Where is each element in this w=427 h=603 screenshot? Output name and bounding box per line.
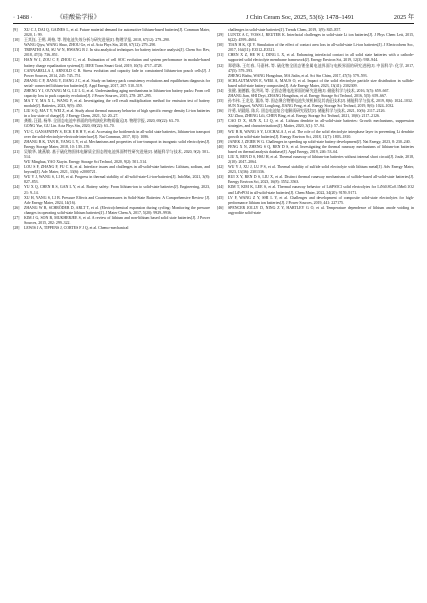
reference-number: [32] xyxy=(217,63,224,68)
reference-number: [21] xyxy=(13,149,20,154)
reference-text: JANEK J, ZEIER W G. Challenges in speeding up solid-state battery development[J]. Nat Energy, 2023, 8: 230–240. xyxy=(228,139,411,144)
reference-text: WU Minghua, YAO Xiayin. Energy Storage Sci Technol, 2020, 9(2): 501–514. xyxy=(24,160,147,165)
reference-text: LIU S Q, MA T Y, WEI Z, et al. Study about thermal runaway behavior of high specific energy density Li-ion batteries in a low state of charge[J]. J Energy Chem, 2021, 52: 20–27. xyxy=(24,109,210,119)
reference-text: XU Zhou, ZHENG Lili, CHEN Bing, et al. Energy Storage Sci Technol, 2021, 10(6): 2117–2126. xyxy=(228,114,380,119)
reference-text: GONG Yue, GU Lin. Acta Phys Sin, 2020, 69(22): 63–70. xyxy=(24,124,115,129)
reference-text: MA T Y, MA X L, WANG F, et al. Investigating the cell result multiplication method for emission test of battery module[J]. Batteries, 2023, 9(9): 450. xyxy=(24,99,210,109)
reference-text: TRIPATHI A M, SU W N, HWANG B J. In situ analytical techniques for battery interface analysis[J]. Chem Soc Rev, 2018, 47(3): 736–851. xyxy=(24,48,210,58)
reference-entry xyxy=(13,216,210,226)
reference-text: ZHANG C P, JIANG Y, JIANG J C, et al. Study on battery pack consistency evolutions and equilibrium diagnosis for serial- connected lithium-ion batteries[J]. Appl Energy, 2017, 207: 510–519. xyxy=(24,78,210,88)
reference-text: 郑碧珠, 王红春, 马嘉林, 等. 硫化物全固态锂金属电池界面与电极界面的研究进展[J]. 中国科学: 化学, 2017, 47(5): 579–593. xyxy=(228,63,414,73)
reference-number: [45] xyxy=(217,195,224,200)
reference-entry xyxy=(13,226,210,231)
reference-text: YU X Q, CHEN R S, GAN L Y, et al. Battery safety: From lithium-ion to solid-state batteries[J]. Engineering, 2023, 21: 9–14. xyxy=(24,185,210,195)
reference-entry xyxy=(13,206,210,216)
reference-number: [37] xyxy=(217,119,224,124)
reference-text: YU C, GANAPATHY S, ECK E R H V, et al. Accessing the bottleneck in all-solid state batteries, lithium-ion transport over the solid-electrolyte-electrode interface[J]. Nat Commun, 2017, 8(1): 1086. xyxy=(24,129,210,139)
reference-number: [41] xyxy=(217,154,224,159)
reference-text: FENG X N, ZHENG S Q, REN D S, et al. Investigating the thermal runaway mechanisms of lithium-ion batteries based on thermal analysis database[J]. Appl Energy, 2019, 246: 53–64. xyxy=(228,144,414,154)
reference-number: [42] xyxy=(217,165,224,170)
reference-number: [24] xyxy=(13,185,20,190)
reference-text: WU Y J, XU J, LU P S, et al. Thermal stability of sulfide solid electrolyte with lithium metal[J]. Adv Energy Mater, 2023, 13(36): 2301336. xyxy=(228,165,414,175)
reference-text: challenges in solid-state batteries[J]. Trends Chem, 2019, 1(9): 845–857. xyxy=(228,28,342,32)
reference-text: KIM T, KIM K, LEE S, et al. Thermal runaway behavior of Li6PS5Cl solid electrolytes for LiNi0.8Co0.1Mn0.1O2 and LiFePO4 in all-solid-state batteries[J]. Chem Mater, 2022, 34(20): 9159–9171. xyxy=(228,185,414,195)
reference-entry xyxy=(217,64,414,74)
reference-number: [31] xyxy=(217,53,224,58)
reference-number: [18] xyxy=(13,119,20,124)
reference-number: [29] xyxy=(217,33,224,38)
reference-number: [10] xyxy=(13,38,20,43)
reference-text: 张健, 施德毅, 张洪周, 等. 全固态锂电池界面的研究进展[J]. 储能科学与技术, 2016, 5(5): 659–667. xyxy=(228,88,390,93)
reference-text: SPENCER JOLLY D, NING Z Y, HARTLEY G O, et al. Temperature dependence of lithium anode voiding in argyrodite solid-state xyxy=(228,205,414,215)
reference-text: LV F, WANG Z Y, SHI L Y, et al. Challenges and development of composite solid-state electrolytes for high-performance lithium ion batteries[J]. J Power Sources, 2019, 441: 227175. xyxy=(228,195,414,205)
reference-text: LIU X, REN D S, HSU H, et al. Thermal runaway of lithium-ion batteries without internal short circuit[J]. Joule, 2018, 2(10): 2047–2064. xyxy=(228,154,414,165)
reference-number: [9] xyxy=(13,28,18,32)
reference-text: CANNARELLA J, ARNOLD C B. Stress evolution and capacity fade in constrained lithium-ion pouch cells[J]. J Power Sources, 2014, 245: 745–751. xyxy=(24,68,210,78)
reference-number: [36] xyxy=(217,109,224,114)
reference-entry xyxy=(217,53,414,63)
reference-text: CHEN X Z, HE W J, DING L X, et al. Enhancing interfacial contact in all solid state batteries with a cathode-supported solid electrolyte membrane framework[J]. Energy Environ Sci, 2019, 12(3): 938–944. xyxy=(228,53,414,63)
reference-text: ZHENG Bizhu, WANG Hongchun, MA Jialin, et al. Sci Sin Chim, 2017, 47(5): 579–593. xyxy=(228,73,368,78)
reference-entry xyxy=(13,130,210,140)
reference-entry xyxy=(217,155,414,165)
journal-citation: J Chin Ceram Soc, 2025, 53(6): 1478–1491 xyxy=(245,14,354,21)
reference-number: [28] xyxy=(13,226,20,231)
reference-entry xyxy=(13,89,210,99)
reference-entry xyxy=(13,140,210,150)
journal-name: 《硅酸盐学报》 xyxy=(56,14,100,21)
reference-number: [13] xyxy=(13,68,20,73)
reference-text: ZHANG Jian, SHI Deyi, ZHANG Hongzhou, et al. Energy Storage Sci Technol, 2016, 5(5): 659–667. xyxy=(228,94,387,99)
reference-entry xyxy=(217,33,414,43)
reference-entry xyxy=(217,185,414,195)
reference-number: [40] xyxy=(217,144,224,149)
reference-number: [22] xyxy=(13,165,20,170)
reference-entry xyxy=(13,185,210,195)
reference-number: [27] xyxy=(13,215,20,220)
reference-text: ZHANG W B, SCHRÖDER D, ARLT T, et al. (Electro)chemical expansion during cycling: Monitoring the pressure changes in operating solid-state lithium batteries[J]. J Mater Chem A, 2017, 5(20): 9929–9936. xyxy=(24,205,210,215)
reference-entry xyxy=(13,150,210,160)
reference-number: [16] xyxy=(13,99,20,104)
reference-number: [30] xyxy=(217,43,224,48)
reference-entry xyxy=(217,196,414,206)
reference-text: SCHLAUTMANN E, WEIß A, MAUS O, et al. Impact of the solid electrolyte particle size distribution in sulfide-based solid-state battery composites[J]. Adv Energy Mater, 2023, 13(41): 2302309. xyxy=(228,78,414,88)
reference-text: 王其钰, 王朔, 周格, 等. 锂电池失效分析与研究进展[J]. 物理学报, 2018, 67(12): 279–290. xyxy=(24,38,170,43)
reference-text: 龚维, 汪晨, 杨华. 全固态电池中界面的结构演化和物质输运[J]. 物理学报, 2020, 69(22): 63–70. xyxy=(24,119,180,124)
reference-entry xyxy=(13,175,210,185)
reference-text: ZHANG B K, TAN R, YANG L Y, et al. Mechanisms and properties of ion-transport in inorganic solid electrolytes[J]. Energy Storage Mater, 2018, 10: 139–159. xyxy=(24,139,210,149)
reference-number: [43] xyxy=(217,175,224,180)
reference-number: [20] xyxy=(13,139,20,144)
reference-text: HAN W J, ZOU C F, ZHOU C, et al. Estimation of cell SOC evolution and system performance in module-based battery charge equalization systems[J]. IEEE Trans Smart Grid, 2019, 10(5): 4717–4728. xyxy=(24,58,210,68)
reference-number: [39] xyxy=(217,139,224,144)
reference-text: WANG Qiyu, WANG Shuo, ZHOU Ge, et al. Acta Phys Sin, 2018, 67(12): 279–290. xyxy=(24,43,157,48)
reference-columns xyxy=(13,28,414,231)
reference-number: [44] xyxy=(217,185,224,190)
reference-number: [14] xyxy=(13,78,20,83)
reference-text: XU H, YANG S, LI B. Pressure Effects and Countermeasures in Solid-State Batteries: A Comprehensive Review [J]. Adv Energy Mater, 2024, 14(16). xyxy=(24,195,210,205)
reference-number: [35] xyxy=(217,99,224,104)
reference-number: [38] xyxy=(217,129,224,134)
reference-number: [19] xyxy=(13,129,20,134)
reference-number: [11] xyxy=(13,48,20,53)
reference-column-right xyxy=(217,28,414,231)
reference-entry xyxy=(217,43,414,53)
running-header xyxy=(13,14,414,24)
journal-year: 2025 年 xyxy=(393,14,414,21)
reference-text: LUNTZ A C, VOSS J, REUTER K. Interfacial challenges in solid-state Li ion batteries[J]. J Phys Chem Lett, 2015, 6(22): 4599–4604. xyxy=(228,33,414,43)
reference-entry xyxy=(217,206,414,216)
reference-number: [12] xyxy=(13,58,20,63)
reference-text: RUI X Y, REN D S, LIU X, et al. Distinct thermal runaway mechanisms of sulfide-based all-solid-state batteries[J]. Energy Environ Sci, 2023, 16(8): 3552–3563. xyxy=(228,175,414,185)
reference-number: [33] xyxy=(217,78,224,83)
reference-number: [46] xyxy=(217,205,224,210)
reference-text: TIAN H K, QI Y. Simulation of the effect of contact area loss in all-solid-state Li-ion batteries[J]. J Electrochem Soc, 2017, 164(11): E3512–E3521. xyxy=(228,43,414,53)
reference-number: [23] xyxy=(13,175,20,180)
reference-text: KIM J G, SON B, MUKHERJEE S, et al. A review of lithium and non-lithium based solid state batteries[J]. J Power Sources, 2015, 282: 299–322. xyxy=(24,215,210,225)
reference-text: LOU S F, ZHANG F, FU C K, et al. Interface issues and challenges in all-solid-state batteries: Lithium, sodium, and beyond[J]. Adv Mater, 2021, 33(6): e2000721. xyxy=(24,165,210,175)
reference-entry xyxy=(13,48,210,58)
reference-number: [25] xyxy=(13,195,20,200)
reference-entry xyxy=(217,119,414,129)
reference-entry xyxy=(13,69,210,79)
reference-entry xyxy=(13,99,210,109)
reference-text: ZHENG Y J, OUYANG M G, LU L G, et al. Understanding aging mechanisms in lithium-ion battery packs: From cell capacity loss to pack capacity evolution[J]. J Power Sources, 2015, 278: 287–295. xyxy=(24,88,210,99)
reference-entry xyxy=(217,165,414,175)
reference-entry xyxy=(13,28,210,38)
reference-text: 吴敏华, 姚燕敏. 基于硫化物固体电解质全固态锂电池界面特性研究进展[J]. 储能科学与技术, 2020, 9(2): 501–514. xyxy=(24,149,210,159)
reference-entry xyxy=(13,58,210,68)
reference-entry xyxy=(13,165,210,175)
reference-text: WU B B, WANG S Y, LOCHALA J, et al. The role of the solid electrolyte interphase layer in preventing Li dendrite growth in solid-state batteries[J]. Energy Environ Sci, 2018, 11(7): 1803–1810. xyxy=(228,129,414,139)
reference-text: 孙韦伟, 王龙龙, 董涛, 等. 固态聚合物锂电池失效机制及其表征技术[J]. 储能科学与技术, 2019, 8(6): 1024–1032. xyxy=(228,99,413,104)
reference-text: XU C J, DAI Q, GAINES L, et al. Future material demand for automotive lithium-based batteries[J]. Commun Mater, 2020, 1: 99. xyxy=(24,28,210,38)
reference-text: WU Y J, WANG S, LI H, et al. Progress in thermal stability of all-solid-state-Li-ion-batteries[J]. InfoMat, 2021, 3(8): 827–853. xyxy=(24,175,210,185)
reference-text: SUN Xingwei, WANG Longlong, JIANG Feng, et al. Energy Storage Sci Technol, 2019, 8(6): 1024–1032. xyxy=(228,104,395,109)
reference-entry xyxy=(13,79,210,89)
reference-entry xyxy=(217,79,414,89)
reference-column-left xyxy=(13,28,210,231)
reference-text: 许勇, 胡晨阳, 陈兵. 固态电池复合电解质研究现状[J]. 储能科学与技术, 2021, 10(6): 2117–2126. xyxy=(228,109,386,114)
reference-number: [17] xyxy=(13,109,20,114)
reference-text: LEWIS J A, TIPPENS J, CORTES F J Q, et al. Chemo-mechanical xyxy=(24,226,129,231)
reference-entry xyxy=(217,145,414,155)
reference-entry xyxy=(13,109,210,119)
reference-entry xyxy=(217,130,414,140)
reference-number: [26] xyxy=(13,205,20,210)
reference-entry xyxy=(217,175,414,185)
reference-number: [34] xyxy=(217,88,224,93)
reference-text: CAO D X, SUN X, LI Q, et al. Lithium dendrite in all-solid-state batteries: Growth mechanisms, suppression strategies, and characterizations[J]. Matter, 2020, 3(1): 57–94. xyxy=(228,119,414,129)
reference-entry xyxy=(13,196,210,206)
reference-number: [15] xyxy=(13,88,20,93)
page-number: · 1488 · xyxy=(13,14,33,21)
